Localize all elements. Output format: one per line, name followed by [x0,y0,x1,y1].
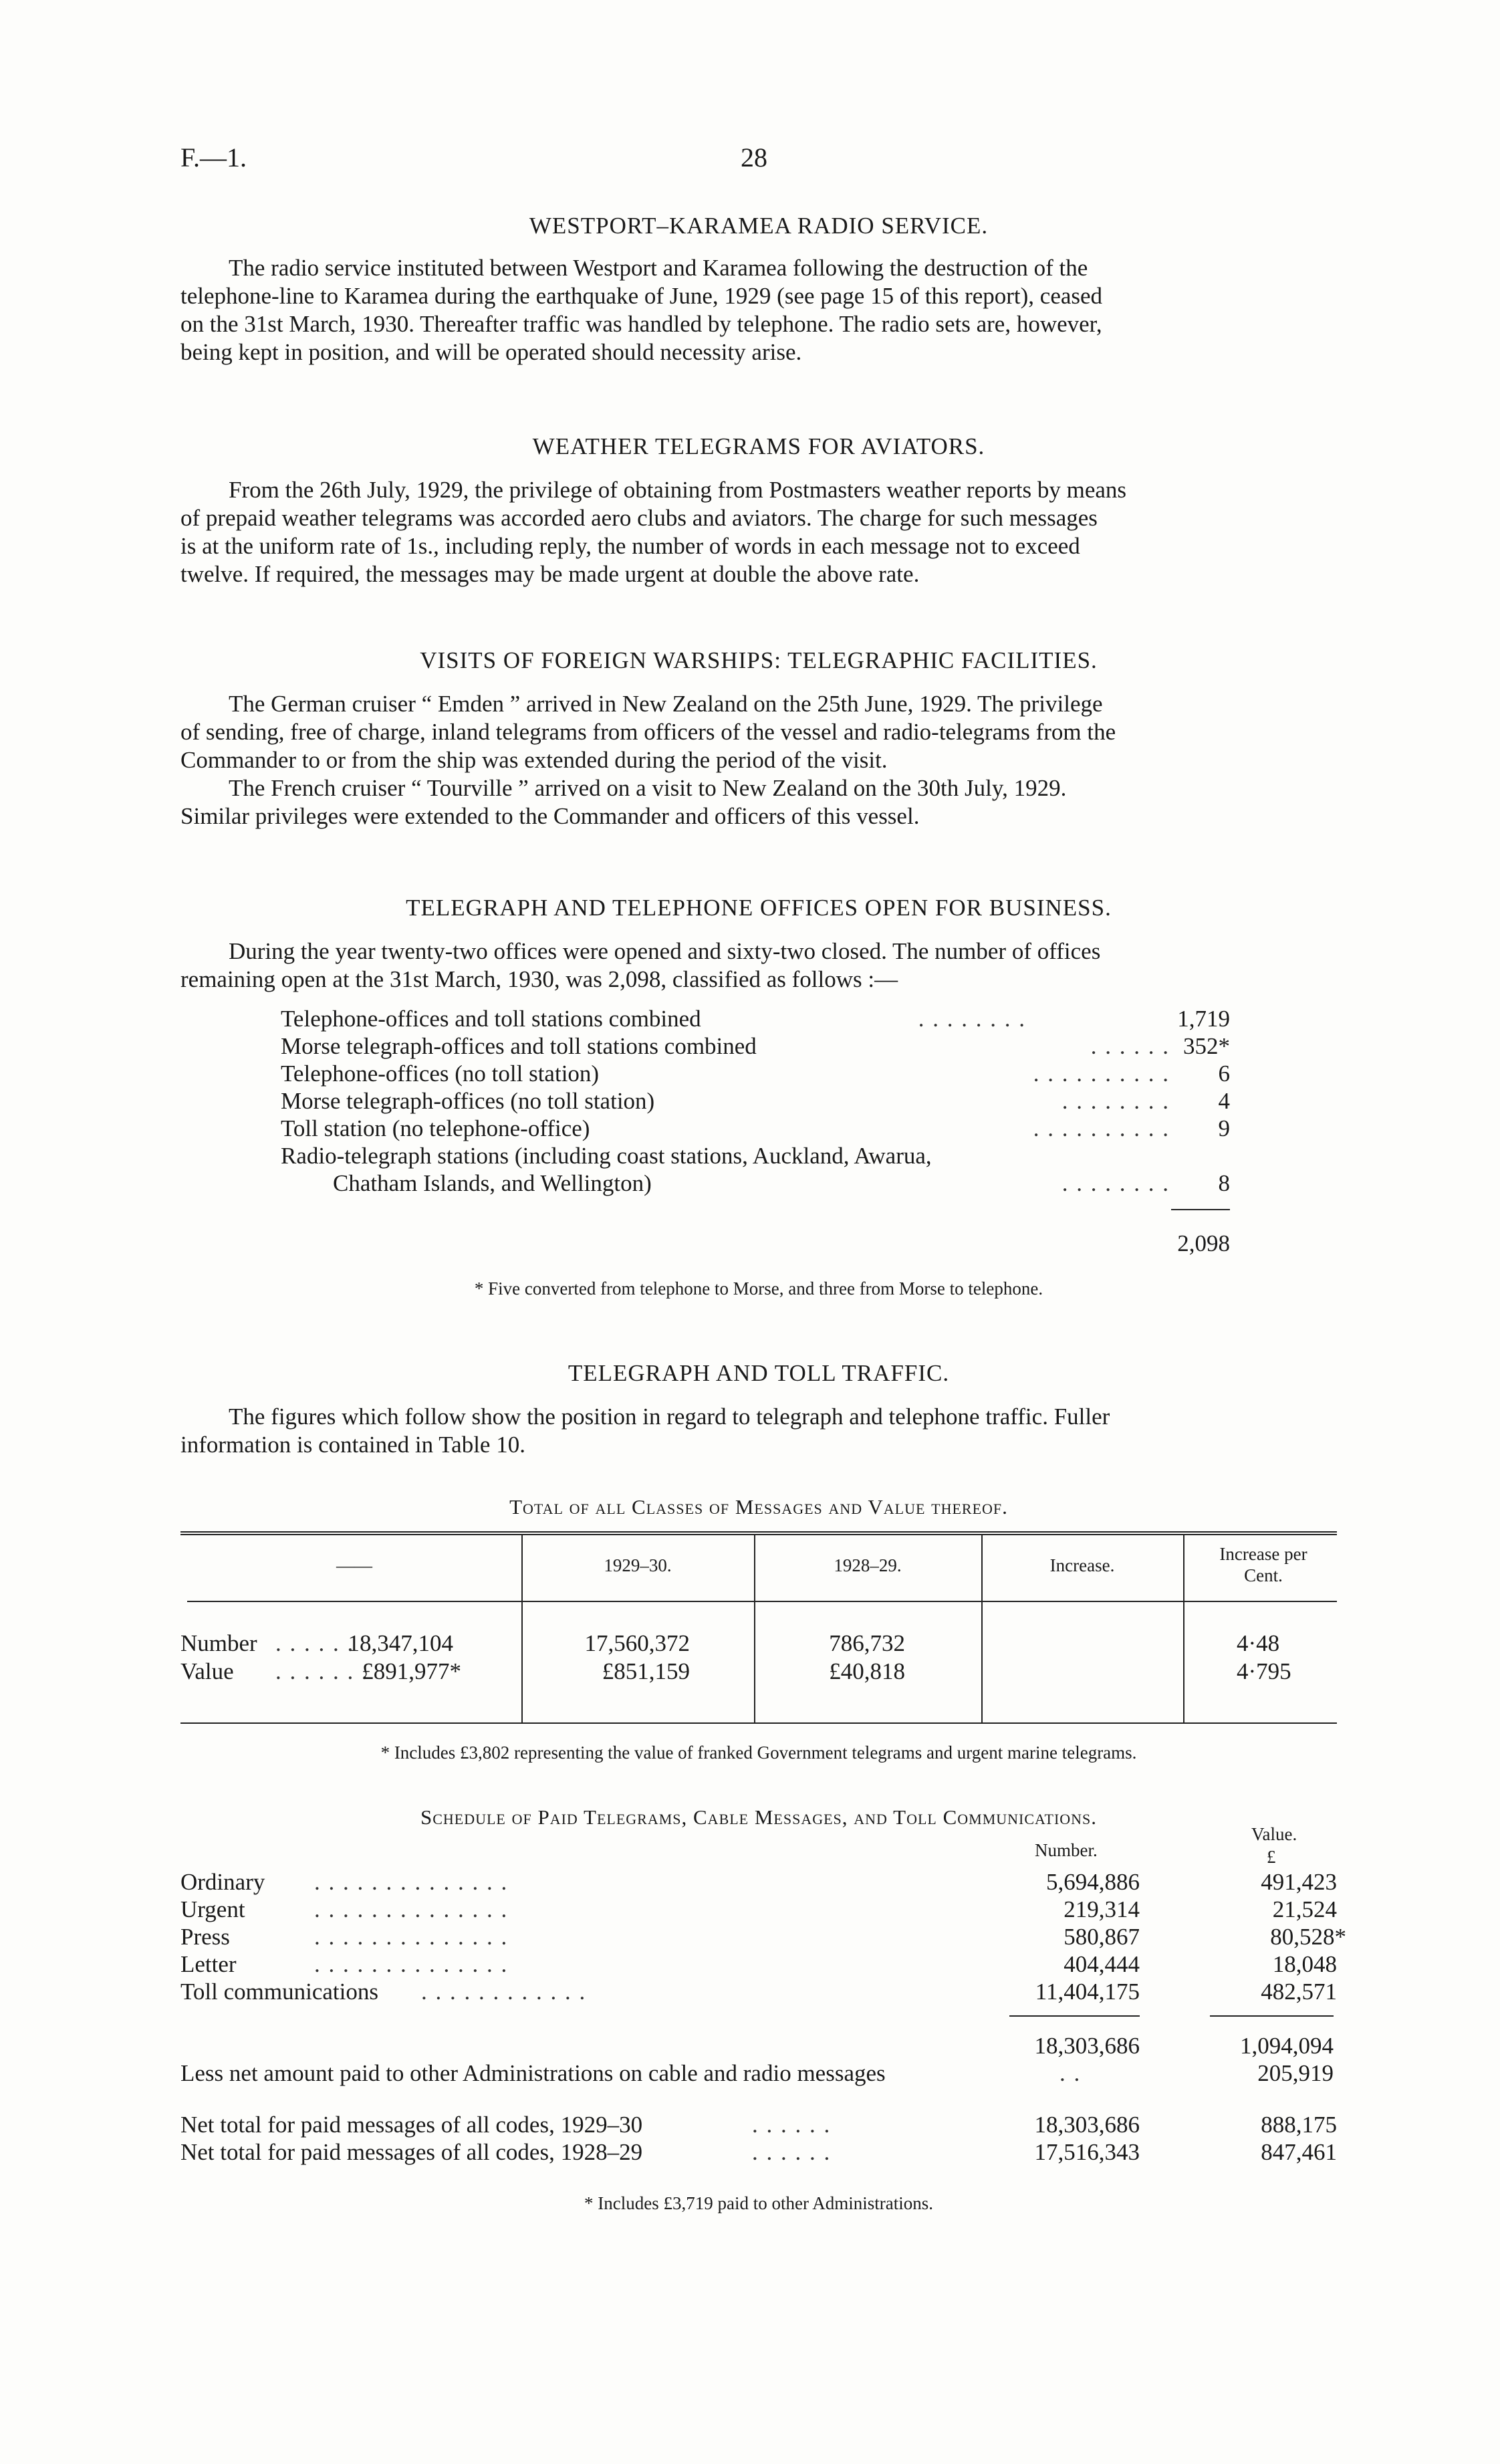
table-row [180,1951,1337,1979]
subtotal-rule [1210,2015,1334,2017]
row-label: Urgent [180,1896,245,1922]
cell-number: 17,516,343 [1034,2139,1140,2165]
offices-total: 2,098 [1177,1230,1230,1256]
item-label: Chatham Islands, and Wellington) [333,1170,652,1196]
table-row [180,2139,1337,2166]
item-label: Morse telegraph-offices and toll stations combined [281,1033,757,1059]
list-item [281,1143,1230,1170]
item-value: 9 [1218,1115,1230,1141]
text-line: information is contained in Table 10. [180,1432,525,1458]
text-line: telephone-line to Karamea during the earthquake of June, 1929 (see page 15 of this report), ceased [180,283,1103,309]
cell-number: 11,404,175 [1035,1979,1140,2005]
text-line: of sending, free of charge, inland telegrams from officers of the vessel and radio-telegrams from the [180,719,1116,745]
text-line: During the year twenty-two offices were opened and sixty-two closed. The number of offices [229,938,1101,964]
page-number: 28 [741,142,767,173]
cell-value: 888,175 [1261,2112,1337,2138]
cell-number: 580,867 [1064,1924,1140,1950]
row-label: Net total for paid messages of all codes, 1929–30 [180,2112,643,2138]
item-value: 6 [1218,1060,1230,1087]
item-value: 352* [1183,1033,1230,1059]
leader-dots: . . . . . . [752,2139,832,2165]
leader-dots: . . . . . . . . [918,1006,1026,1032]
subtotal-number: 18,303,686 [1034,2033,1140,2059]
text-line: Commander to or from the ship was extended during the period of the visit. [180,747,888,773]
table-row [180,2112,1337,2139]
cell: 786,732 [829,1630,905,1656]
subtotal-rule [1009,2015,1140,2017]
text-line: The French cruiser “ Tourville ” arrived on a visit to New Zealand on the 30th July, 1929. [229,775,1067,801]
paragraph-weather [180,476,1337,588]
paragraph-warships [180,690,1337,830]
leader-dots: . . [1059,2060,1082,2086]
leader-dots: . . . . . . . . [1061,1170,1170,1196]
row-label: Press [180,1924,230,1950]
leader-dots: . . . . . . [1090,1033,1170,1059]
table-row [180,1658,1337,1686]
section-title-warships: VISITS OF FOREIGN WARSHIPS: TELEGRAPHIC FACILITIES. [420,647,1098,673]
table-rule [180,1722,1337,1724]
column-header-value: Value. [1251,1824,1297,1844]
item-value: 4 [1218,1088,1230,1114]
table2 [180,1869,1346,2006]
leader-dots: . . . . . . . . . . . . . . [314,1869,509,1895]
table-row [180,1979,1337,2006]
row-label: Value [180,1658,234,1684]
leader-dots: . . . . . . . . . . . . [421,1979,587,2005]
table2-caption: Schedule of Paid Telegrams, Cable Messages, and Toll Communications. [420,1805,1098,1829]
item-value: 8 [1218,1170,1230,1196]
leader-dots: . . . . . . . . . . . . . . [314,1896,509,1922]
section-title-traffic: TELEGRAPH AND TOLL TRAFFIC. [568,1360,950,1386]
item-label: Morse telegraph-offices (no toll station) [281,1088,655,1114]
row-label: Ordinary [180,1869,265,1895]
item-label: Radio-telegraph stations (including coast stations, Auckland, Awarua, [281,1143,932,1169]
text-line: of prepaid weather telegrams was accorded aero clubs and aviators. The charge for such messages [180,505,1098,531]
list-item [281,1033,1230,1060]
text-line: The German cruiser “ Emden ” arrived in New Zealand on the 25th June, 1929. The privilege [229,691,1103,717]
cell: £40,818 [829,1658,905,1684]
section-title-offices: TELEGRAPH AND TELEPHONE OFFICES OPEN FOR BUSINESS. [406,895,1112,921]
cell: 18,347,104 [348,1630,453,1656]
total-rule [1171,1209,1230,1210]
table1-caption: Total of all Classes of Messages and Value thereof. [509,1495,1008,1519]
text-line: remaining open at the 31st March, 1930, was 2,098, classified as follows :— [180,966,898,992]
text-line: From the 26th July, 1929, the privilege of obtaining from Postmasters weather reports by means [229,477,1127,503]
cell-value: 80,528* [1270,1924,1346,1950]
list-item [281,1060,1230,1088]
table-rule [1183,1534,1184,1722]
table-row [180,1869,1337,1896]
row-label: Number [180,1630,257,1656]
footnote-table2: * Includes £3,719 paid to other Administrations. [584,2193,933,2213]
less-label: Less net amount paid to other Administrations on cable and radio messages [180,2060,886,2086]
cell-number: 404,444 [1064,1951,1140,1977]
leader-dots: . . . . . . . . . . [1033,1060,1170,1087]
leader-dots: . . . . . . . . [1061,1088,1170,1114]
item-label: Telephone-offices and toll stations combined [281,1006,701,1032]
cell-number: 219,314 [1064,1896,1140,1922]
leader-dots: . . . . . . . . . . . . . . [314,1924,509,1950]
cell: 17,560,372 [584,1630,690,1656]
column-header-number: Number. [1035,1840,1098,1860]
text-line: is at the uniform rate of 1s., including reply, the number of words in each message not to exceed [180,533,1080,559]
cell-value: 18,048 [1272,1951,1337,1977]
cell: 4·48 [1237,1630,1280,1656]
table-row [180,1896,1337,1924]
doc-code: F.—1. [180,142,247,173]
cell-number: 18,303,686 [1034,2112,1140,2138]
text-line: twelve. If required, the messages may be made urgent at double the above rate. [180,561,920,587]
leader-dots: . . . . . . . [275,1658,369,1684]
paragraph-offices [180,937,1337,994]
text-line: Similar privileges were extended to the Commander and officers of this vessel. [180,803,920,829]
column-header: —— [336,1555,372,1575]
footnote-table1: * Includes £3,802 representing the value of franked Government telegrams and urgent marine telegrams. [380,1743,1137,1763]
less-value: 205,919 [1257,2060,1334,2086]
leader-dots: . . . . . . . . . . [1033,1115,1170,1141]
cell-value: 847,461 [1261,2139,1337,2165]
cell-number: 5,694,886 [1046,1869,1140,1895]
list-item [281,1115,1230,1143]
item-label: Toll station (no telephone-office) [281,1115,590,1141]
table1 [180,1531,1337,1725]
paragraph-westport [180,254,1337,366]
column-header: Increase per Cent. [1219,1544,1307,1585]
paragraph-traffic [180,1403,1337,1459]
list-item [281,1006,1230,1033]
column-header-value-unit: £ [1267,1847,1276,1867]
leader-dots: . . . . . . [752,2112,832,2138]
cell: £851,159 [602,1658,690,1684]
section-title-weather: WEATHER TELEGRAMS FOR AVIATORS. [532,433,985,459]
footnote-offices: * Five converted from telephone to Morse, and three from Morse to telephone. [474,1278,1043,1299]
item-value: 1,719 [1177,1006,1230,1032]
leader-dots: . . . . . . [275,1630,355,1656]
list-item [281,1088,1230,1115]
column-header: 1928–29. [834,1555,902,1575]
text-line: being kept in position, and will be operated should necessity arise. [180,339,802,365]
table-rule [180,1534,1337,1535]
offices-list [281,1006,1230,1198]
cell-value: 491,423 [1261,1869,1337,1895]
list-item [281,1170,1230,1198]
text-line: The figures which follow show the position in regard to telegraph and telephone traffic. Fuller [229,1404,1110,1430]
item-label: Telephone-offices (no toll station) [281,1060,600,1087]
table-rule [187,1601,1337,1602]
cell-value: 482,571 [1261,1979,1337,2005]
section-title-westport: WESTPORT–KARAMEA RADIO SERVICE. [529,213,989,239]
row-label: Toll communications [180,1979,378,2005]
row-label: Net total for paid messages of all codes, 1928–29 [180,2139,643,2165]
text-line: The radio service instituted between Westport and Karamea following the destruction of the [229,255,1088,281]
net-totals [180,2112,1337,2166]
column-header: Increase. [1049,1555,1115,1575]
column-header: 1929–30. [604,1555,672,1575]
text-line: on the 31st March, 1930. Thereafter traffic was handled by telephone. The radio sets are, however, [180,311,1102,337]
cell: £891,977* [362,1658,461,1684]
table-row [180,1630,1337,1658]
row-label: Letter [180,1951,237,1977]
table-rule [180,1531,1337,1533]
table-row [180,1924,1346,1951]
cell-value: 21,524 [1272,1896,1337,1922]
cell: 4·795 [1237,1658,1291,1684]
subtotal-value: 1,094,094 [1240,2033,1334,2059]
leader-dots: . . . . . . . . . . . . . . [314,1951,509,1977]
